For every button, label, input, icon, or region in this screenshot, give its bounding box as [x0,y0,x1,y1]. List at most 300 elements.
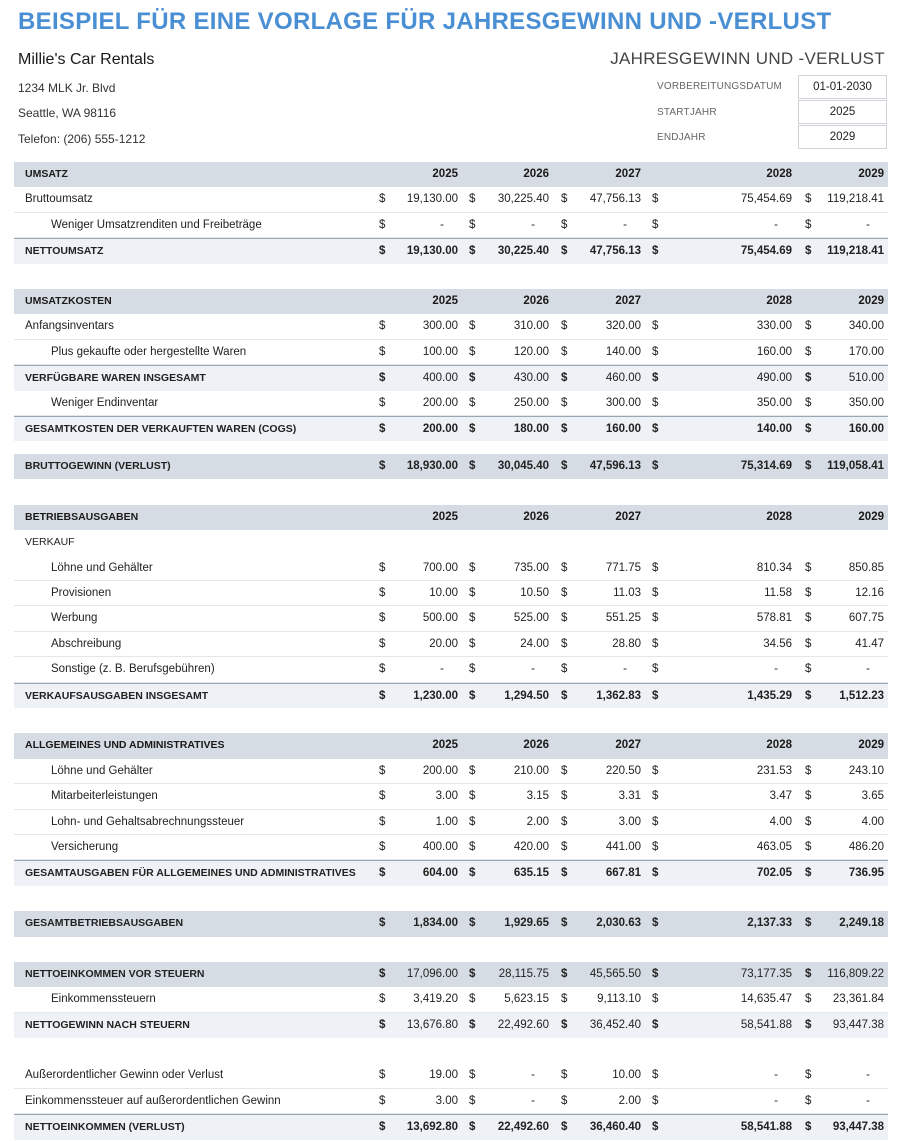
year-header: 2027 [615,168,641,180]
company-address-line2: Seattle, WA 98116 [18,106,117,120]
currency-symbol: $ [805,193,812,206]
amount-cell[interactable]: 119,218.41 [827,193,884,206]
amount-cell[interactable]: 340.00 [848,320,884,333]
line-item-row [14,784,888,809]
currency-symbol: $ [805,1121,812,1134]
amount-cell[interactable]: 3.00 [435,1094,458,1107]
year-header: 2026 [523,294,549,307]
amount-cell[interactable]: - [866,1069,870,1082]
amount-cell[interactable]: - [440,663,444,676]
currency-symbol: $ [469,396,476,409]
amount-cell[interactable]: 18,930.00 [406,460,458,473]
currency-symbol: $ [652,422,659,435]
currency-symbol: $ [469,917,476,930]
row-label: Provisionen [51,587,112,600]
amount-cell[interactable]: 5,623.15 [504,993,549,1006]
row-label: BRUTTOGEWINN (VERLUST) [25,460,171,473]
year-header: 2025 [432,739,458,752]
amount-cell[interactable]: 250.00 [513,396,549,409]
amount-cell[interactable]: 30,225.40 [497,193,549,206]
row-label: UMSATZKOSTEN [25,294,112,307]
currency-symbol: $ [652,218,659,231]
amount-cell[interactable]: 45,565.50 [589,967,641,980]
currency-symbol: $ [379,396,386,409]
currency-symbol: $ [379,193,386,206]
amount-cell[interactable]: 500.00 [422,612,458,625]
amount-cell[interactable]: 1,435.29 [747,689,792,702]
amount-cell[interactable]: 490.00 [756,372,792,385]
amount-cell[interactable]: - [866,218,870,231]
currency-symbol: $ [379,561,386,574]
amount-cell[interactable]: 19.00 [429,1069,458,1082]
amount-cell[interactable]: 140.00 [756,422,792,435]
amount-cell[interactable]: - [531,663,535,676]
amount-cell[interactable]: 119,218.41 [827,245,884,258]
year-header: 2028 [766,294,792,307]
year-header: 2027 [615,739,641,752]
currency-symbol: $ [469,967,476,980]
currency-symbol: $ [805,561,812,574]
amount-cell[interactable]: 736.95 [848,867,884,880]
section-header-row [14,733,888,758]
row-label: Lohn- und Gehaltsabrechnungssteuer [51,815,245,828]
row-label: Weniger Umsatzrenditen und Freibeträge [51,218,262,231]
currency-symbol: $ [561,460,568,473]
currency-symbol: $ [379,320,386,333]
row-label: NETTOGEWINN NACH STEUERN [25,1018,190,1031]
amount-cell[interactable]: 400.00 [422,372,458,385]
currency-symbol: $ [469,663,476,676]
spacer-row [14,937,888,962]
row-label: Versicherung [51,840,119,853]
amount-cell[interactable]: 525.00 [513,612,549,625]
amount-cell[interactable]: - [623,218,627,231]
currency-symbol: $ [379,637,386,650]
amount-cell[interactable]: 702.05 [756,867,792,880]
line-item-row [14,759,888,784]
meta-label-end-year: ENDJAHR [657,132,706,143]
amount-cell[interactable]: 19,130.00 [406,245,458,258]
currency-symbol: $ [469,1094,476,1107]
currency-symbol: $ [379,917,386,930]
amount-cell[interactable]: 220.50 [605,764,641,777]
amount-cell[interactable]: 604.00 [422,867,458,880]
summary-row [14,454,888,479]
amount-cell[interactable]: 47,756.13 [589,193,641,206]
amount-cell[interactable]: 160.00 [605,422,641,435]
amount-cell[interactable]: 93,447.38 [832,1018,884,1031]
amount-cell[interactable]: 1,230.00 [413,689,458,702]
amount-cell[interactable]: - [440,218,444,231]
amount-cell[interactable]: 93,447.38 [832,1121,884,1134]
amount-cell[interactable]: 14,635.47 [740,993,792,1006]
currency-symbol: $ [805,320,812,333]
currency-symbol: $ [561,561,568,574]
meta-value-prep-date[interactable]: 01-01-2030 [798,75,887,99]
row-label: Löhne und Gehälter [51,764,153,777]
currency-symbol: $ [805,840,812,853]
currency-symbol: $ [652,993,659,1006]
row-label: Anfangsinventars [25,320,114,333]
year-header: 2026 [523,168,549,180]
currency-symbol: $ [561,193,568,206]
amount-cell[interactable]: 180.00 [513,422,549,435]
amount-cell[interactable]: 607.75 [848,612,884,625]
line-item-row [14,1089,888,1114]
amount-cell[interactable]: - [623,663,627,676]
row-label: GESAMTKOSTEN DER VERKAUFTEN WAREN (COGS) [25,422,297,435]
amount-cell[interactable]: 17,096.00 [406,967,458,980]
currency-symbol: $ [379,612,386,625]
currency-symbol: $ [652,193,659,206]
amount-cell[interactable]: 3,419.20 [413,993,458,1006]
currency-symbol: $ [805,993,812,1006]
amount-cell[interactable]: 10.50 [520,587,549,600]
amount-cell[interactable]: 420.00 [513,840,549,853]
row-label: Werbung [51,612,98,625]
currency-symbol: $ [379,587,386,600]
amount-cell[interactable]: 22,492.60 [497,1121,549,1134]
row-label: VERFÜGBARE WAREN INSGESAMT [25,372,206,385]
amount-cell[interactable]: 24.00 [520,637,549,650]
currency-symbol: $ [805,967,812,980]
amount-cell[interactable]: 310.00 [513,320,549,333]
currency-symbol: $ [379,815,386,828]
amount-cell[interactable]: 400.00 [422,840,458,853]
row-label: Löhne und Gehälter [51,561,153,574]
amount-cell[interactable]: 1.00 [435,815,458,828]
row-label: GESAMTBETRIEBSAUSGABEN [25,917,184,930]
amount-cell[interactable]: 300.00 [605,396,641,409]
amount-cell[interactable]: 486.20 [848,840,884,853]
amount-cell[interactable]: 10.00 [429,587,458,600]
currency-symbol: $ [469,1069,476,1082]
amount-cell[interactable]: 3.65 [861,790,884,803]
amount-cell[interactable]: 34.56 [763,637,792,650]
amount-cell[interactable]: 2,249.18 [839,917,884,930]
amount-cell[interactable]: 170.00 [848,345,884,358]
currency-symbol: $ [652,637,659,650]
year-header: 2028 [766,510,792,523]
spacer-row [14,886,888,911]
currency-symbol: $ [652,917,659,930]
amount-cell[interactable]: 11.58 [764,587,792,600]
currency-symbol: $ [469,637,476,650]
currency-symbol: $ [561,689,568,702]
amount-cell[interactable]: 1,362.83 [596,689,641,702]
amount-cell[interactable]: 47,596.13 [589,460,641,473]
amount-cell[interactable]: 140.00 [605,345,641,358]
currency-symbol: $ [652,612,659,625]
amount-cell[interactable]: 1,512.23 [839,689,884,702]
amount-cell[interactable]: 36,452.40 [589,1018,641,1031]
amount-cell[interactable]: 3.15 [526,790,549,803]
spacer-row [14,264,888,289]
amount-cell[interactable]: 2.00 [526,815,549,828]
row-label: Sonstige (z. B. Berufsgebühren) [51,663,215,676]
amount-cell[interactable]: 850.85 [848,561,884,574]
currency-symbol: $ [805,1069,812,1082]
currency-symbol: $ [805,345,812,358]
amount-cell[interactable]: 20.00 [429,637,458,650]
currency-symbol: $ [469,218,476,231]
currency-symbol: $ [652,561,659,574]
amount-cell[interactable]: 28.80 [612,637,641,650]
currency-symbol: $ [469,1121,476,1134]
section-header-row [14,162,888,187]
year-header: 2025 [432,510,458,523]
year-header: 2029 [858,168,884,180]
currency-symbol: $ [561,637,568,650]
amount-cell[interactable]: 12.16 [855,587,884,600]
amount-cell[interactable]: 4.00 [769,815,792,828]
amount-cell[interactable]: 551.25 [605,612,641,625]
year-header: 2025 [432,294,458,307]
currency-symbol: $ [652,1121,659,1134]
amount-cell[interactable]: 22,492.60 [497,1018,549,1031]
row-label: Bruttoumsatz [25,193,93,206]
row-label: VERKAUFSAUSGABEN INSGESAMT [25,689,209,702]
currency-symbol: $ [469,689,476,702]
amount-cell[interactable]: 30,045.40 [497,460,549,473]
amount-cell[interactable]: 350.00 [756,396,792,409]
amount-cell[interactable]: 350.00 [848,396,884,409]
amount-cell[interactable]: 58,541.88 [740,1018,792,1031]
currency-symbol: $ [805,790,812,803]
currency-symbol: $ [379,689,386,702]
currency-symbol: $ [469,764,476,777]
spacer-row [14,479,888,504]
currency-symbol: $ [652,460,659,473]
currency-symbol: $ [469,790,476,803]
amount-cell[interactable]: 160.00 [848,422,884,435]
amount-cell[interactable]: 41.47 [855,637,884,650]
currency-symbol: $ [469,372,476,385]
year-header: 2029 [858,510,884,523]
currency-symbol: $ [561,372,568,385]
amount-cell[interactable]: 510.00 [848,372,884,385]
currency-symbol: $ [652,1069,659,1082]
year-header: 2025 [432,168,458,180]
row-label: Abschreibung [51,637,122,650]
currency-symbol: $ [652,1094,659,1107]
amount-cell[interactable]: 2.00 [618,1094,641,1107]
amount-cell[interactable]: 1,834.00 [413,917,458,930]
currency-symbol: $ [561,815,568,828]
amount-cell[interactable]: 3.31 [618,790,641,803]
amount-cell[interactable]: 667.81 [605,867,641,880]
currency-symbol: $ [469,1018,476,1031]
amount-cell[interactable]: 463.05 [756,840,792,853]
year-header: 2027 [615,294,641,307]
amount-cell[interactable]: 200.00 [422,422,458,435]
meta-value-start-year[interactable]: 2025 [798,100,887,124]
amount-cell[interactable]: - [774,663,778,676]
row-label: Mitarbeiterleistungen [51,790,158,803]
summary-row [14,911,888,936]
currency-symbol: $ [805,396,812,409]
currency-symbol: $ [561,1121,568,1134]
company-name: Millie's Car Rentals [18,51,155,68]
amount-cell[interactable]: 330.00 [756,320,792,333]
amount-cell[interactable]: 75,454.69 [740,245,792,258]
row-label: VERKAUF [25,536,75,549]
currency-symbol: $ [469,345,476,358]
amount-cell[interactable]: 430.00 [513,372,549,385]
amount-cell[interactable]: - [774,1069,778,1082]
amount-cell[interactable]: - [531,218,535,231]
total-row [14,860,888,885]
amount-cell[interactable]: 160.00 [756,345,792,358]
amount-cell[interactable]: 13,676.80 [406,1018,458,1031]
amount-cell[interactable]: 3.00 [618,815,641,828]
amount-cell[interactable]: 47,756.13 [589,245,641,258]
row-label: Plus gekaufte oder hergestellte Waren [51,345,247,358]
amount-cell[interactable]: 231.53 [756,764,792,777]
spacer-row [14,441,888,454]
amount-cell[interactable]: 120.00 [513,345,549,358]
amount-cell[interactable]: 460.00 [605,372,641,385]
amount-cell[interactable]: 1,294.50 [504,689,549,702]
currency-symbol: $ [561,345,568,358]
amount-cell[interactable]: 200.00 [422,764,458,777]
currency-symbol: $ [379,345,386,358]
currency-symbol: $ [805,917,812,930]
amount-cell[interactable]: 735.00 [513,561,549,574]
amount-cell[interactable]: 10.00 [612,1069,641,1082]
currency-symbol: $ [652,320,659,333]
currency-symbol: $ [379,764,386,777]
total-row [14,416,888,441]
currency-symbol: $ [805,587,812,600]
amount-cell[interactable]: - [866,1094,870,1107]
amount-cell[interactable]: 635.15 [513,867,549,880]
line-item-row [14,606,888,631]
currency-symbol: $ [805,867,812,880]
row-label: NETTOUMSATZ [25,245,104,258]
total-row [14,1114,888,1139]
currency-symbol: $ [379,1094,386,1107]
year-header: 2026 [523,739,549,752]
amount-cell[interactable]: 210.00 [513,764,549,777]
amount-cell[interactable]: - [774,218,778,231]
total-row [14,683,888,708]
currency-symbol: $ [561,663,568,676]
amount-cell[interactable]: 3.00 [435,790,458,803]
currency-symbol: $ [652,245,659,258]
amount-cell[interactable]: 75,314.69 [740,460,792,473]
amount-cell[interactable]: 19,130.00 [406,193,458,206]
currency-symbol: $ [652,689,659,702]
currency-symbol: $ [561,320,568,333]
currency-symbol: $ [561,612,568,625]
amount-cell[interactable]: 30,225.40 [497,245,549,258]
amount-cell[interactable]: 36,460.40 [589,1121,641,1134]
amount-cell[interactable]: 28,115.75 [498,967,549,980]
currency-symbol: $ [561,840,568,853]
amount-cell[interactable]: 2,030.63 [596,917,641,930]
year-header: 2028 [766,168,792,180]
amount-cell[interactable]: 119,058.41 [827,460,884,473]
amount-cell[interactable]: 23,361.84 [832,993,884,1006]
line-item-row [14,581,888,606]
amount-cell[interactable]: 100.00 [422,345,458,358]
currency-symbol: $ [469,422,476,435]
amount-cell[interactable]: - [774,1094,778,1107]
year-header: 2029 [858,294,884,307]
amount-cell[interactable]: - [866,663,870,676]
amount-cell[interactable]: 578.81 [756,612,792,625]
row-label: Außerordentlicher Gewinn oder Verlust [25,1069,224,1082]
currency-symbol: $ [561,245,568,258]
amount-cell[interactable]: 243.10 [848,764,884,777]
currency-symbol: $ [561,764,568,777]
amount-cell[interactable]: 700.00 [422,561,458,574]
amount-cell[interactable]: 75,454.69 [740,193,792,206]
amount-cell[interactable]: 1,929.65 [504,917,549,930]
currency-symbol: $ [561,867,568,880]
amount-cell[interactable]: 200.00 [422,396,458,409]
line-item-row [14,187,888,212]
currency-symbol: $ [379,245,386,258]
currency-symbol: $ [805,815,812,828]
currency-symbol: $ [379,422,386,435]
amount-cell[interactable]: 771.75 [605,561,641,574]
currency-symbol: $ [805,764,812,777]
amount-cell[interactable]: 11.03 [613,587,641,600]
row-label: Weniger Endinventar [51,396,159,409]
line-item-row [14,810,888,835]
amount-cell[interactable]: 441.00 [605,840,641,853]
amount-cell[interactable]: 300.00 [422,320,458,333]
currency-symbol: $ [561,1069,568,1082]
year-header: 2028 [766,739,792,752]
amount-cell[interactable]: 3.47 [769,790,792,803]
amount-cell[interactable]: - [531,1094,535,1107]
currency-symbol: $ [561,587,568,600]
amount-cell[interactable]: 320.00 [605,320,641,333]
amount-cell[interactable]: 810.34 [756,561,792,574]
currency-symbol: $ [469,460,476,473]
currency-symbol: $ [805,1018,812,1031]
currency-symbol: $ [561,1094,568,1107]
section-header-row [14,505,888,530]
currency-symbol: $ [379,372,386,385]
meta-label-start-year: STARTJAHR [657,107,717,118]
amount-cell[interactable]: 4.00 [861,815,884,828]
amount-cell[interactable]: 9,113.10 [597,993,641,1006]
currency-symbol: $ [379,840,386,853]
row-label: NETTOEINKOMMEN VOR STEUERN [25,967,205,980]
spacer-row [14,1038,888,1063]
currency-symbol: $ [652,345,659,358]
currency-symbol: $ [469,840,476,853]
amount-cell[interactable]: 58,541.88 [740,1121,792,1134]
line-item-row [14,632,888,657]
currency-symbol: $ [469,867,476,880]
line-item-row [14,835,888,860]
currency-symbol: $ [469,587,476,600]
row-label: Einkommenssteuer auf außerordentlichen Gewinn [25,1094,281,1107]
amount-cell[interactable]: 2,137.33 [747,917,792,930]
amount-cell[interactable]: - [531,1069,535,1082]
year-header: 2029 [858,739,884,752]
currency-symbol: $ [805,689,812,702]
meta-value-end-year[interactable]: 2029 [798,125,887,149]
amount-cell[interactable]: 13,692.80 [406,1121,458,1134]
amount-cell[interactable]: 73,177.35 [740,967,792,980]
amount-cell[interactable]: 116,809.22 [827,967,884,980]
